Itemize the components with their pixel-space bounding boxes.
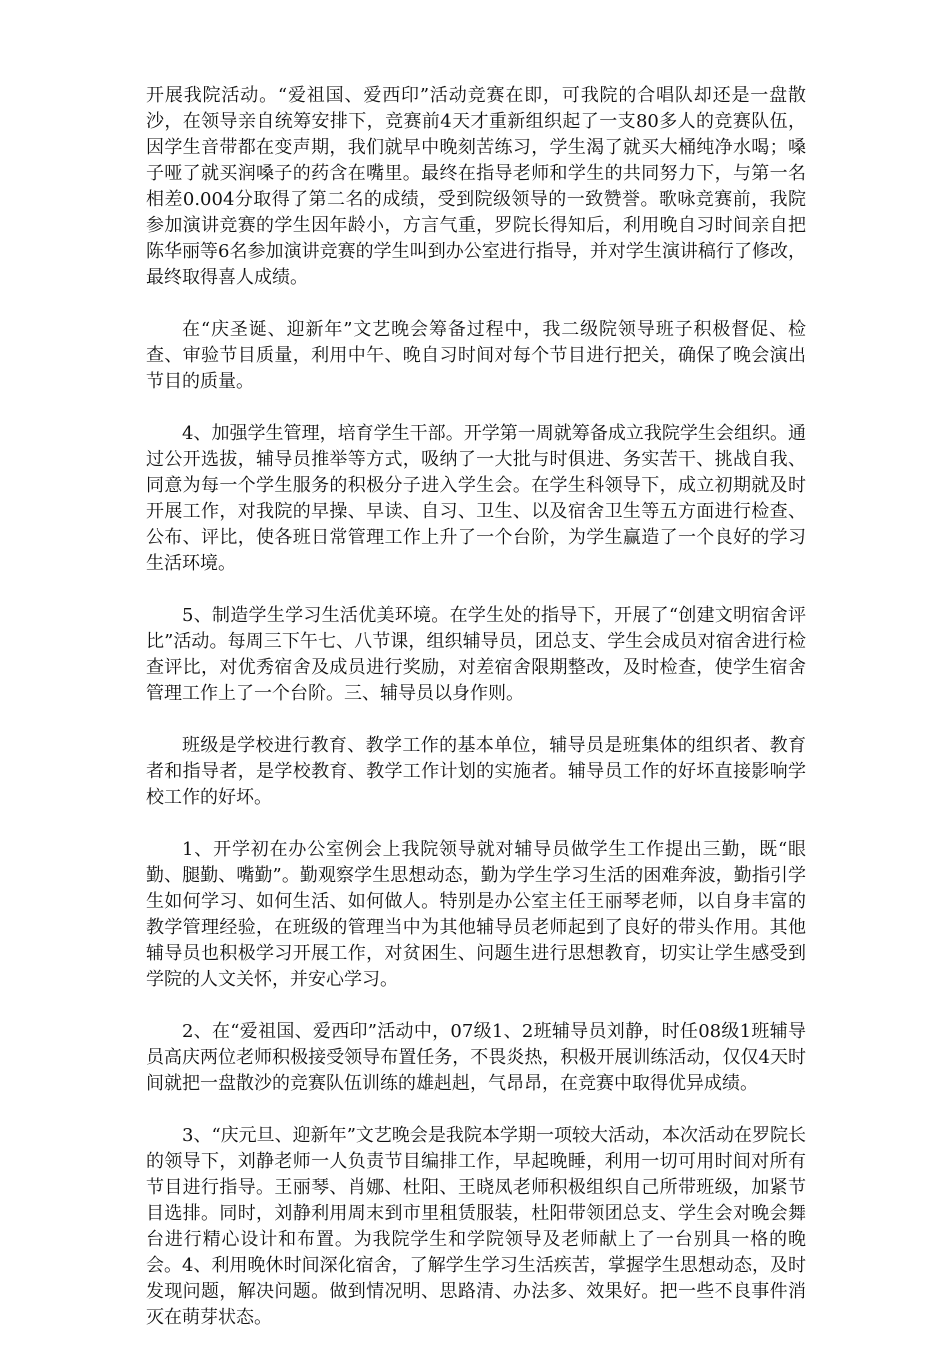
paragraph-7: 2、在“爱祖国、爱西印”活动中，07级1、2班辅导员刘静，时任08级1班辅导员高庆两位老师积极接受领导布置任务，不畏炎热，积极开展训练活动，仅仅4天时间就把一盘散沙的竞赛队伍训练的雄赳赳，气昂昂，在竞赛中取得优异成绩。 — [146, 1021, 806, 1094]
paragraph-2: 在“庆圣诞、迎新年”文艺晚会筹备过程中，我二级院领导班子积极督促、检查、审验节目质量，利用中午、晚自习时间对每个节目进行把关，确保了晚会演出节目的质量。 — [146, 319, 806, 392]
paragraph-5: 班级是学校进行教育、教学工作的基本单位，辅导员是班集体的组织者、教育者和指导者，是学校教育、教学工作计划的实施者。辅导员工作的好坏直接影响学校工作的好坏。 — [146, 735, 806, 808]
paragraph-3: 4、加强学生管理，培育学生干部。开学第一周就筹备成立我院学生会组织。通过公开选拔，辅导员推举等方式，吸纳了一大批与时俱进、务实苦干、挑战自我、同意为每一个学生服务的积极分子进入学生会。在学生科领导下，成立初期就及时开展工作，对我院的早操、早读、自习、卫生、以及宿舍卫生等五方面进行检查、公布、评比，使各班日常管理工作上升了一个台阶，为学生赢造了一个良好的学习生活环境。 — [146, 423, 806, 574]
paragraph-1: 开展我院活动。“爱祖国、爱西印”活动竞赛在即，可我院的合唱队却还是一盘散沙，在领导亲自统筹安排下，竞赛前4天才重新组织起了一支80多人的竞赛队伍，因学生音带都在变声期，我们就早中晚刻苦练习，学生渴了就买大桶纯净水喝；嗓子哑了就买润嗓子的药含在嘴里。最终在指导老师和学生的共同努力下，与第一名相差0.004分取得了第二名的成绩，受到院级领导的一致赞誉。歌咏竞赛前，我院参加演讲竞赛的学生因年龄小，方言气重，罗院长得知后，利用晚自习时间亲自把陈华丽等6名参加演讲竞赛的学生叫到办公室进行指导，并对学生演讲稿行了修改，最终取得喜人成绩。 — [146, 85, 806, 288]
document-body — [146, 83, 806, 1357]
paragraph-6: 1、开学初在办公室例会上我院领导就对辅导员做学生工作提出三勤，既“眼勤、腿勤、嘴勤”。勤观察学生思想动态，勤为学生学习生活的困难奔波，勤指引学生如何学习、如何生活、如何做人。特别是办公室主任王丽琴老师，以自身丰富的教学管理经验，在班级的管理当中为其他辅导员老师起到了良好的带头作用。其他辅导员也积极学习开展工作，对贫困生、问题生进行思想教育，切实让学生感受到学院的人文关怀，并安心学习。 — [146, 839, 806, 990]
paragraph-4: 5、制造学生学习生活优美环境。在学生处的指导下，开展了“创建文明宿舍评比”活动。每周三下午七、八节课，组织辅导员，团总支、学生会成员对宿舍进行检查评比，对优秀宿舍及成员进行奖励，对差宿舍限期整改，及时检查，使学生宿舍管理工作上了一个台阶。三、辅导员以身作则。 — [146, 605, 806, 704]
paragraph-8: 3、“庆元旦、迎新年”文艺晚会是我院本学期一项较大活动，本次活动在罗院长的领导下，刘静老师一人负责节目编排工作，早起晚睡，利用一切可用时间对所有节目进行指导。王丽琴、肖娜、杜阳、王晓凤老师积极组织自己所带班级，加紧节目选排。同时，刘静利用周末到市里租赁服装，杜阳带领团总支、学生会对晚会舞台进行精心设计和布置。为我院学生和学院领导及老师献上了一台别具一格的晚会。4、利用晚休时间深化宿舍，了解学生学习生活疾苦，掌握学生思想动态，及时发现问题，解决问题。做到情况明、思路清、办法多、效果好。把一些不良事件消灭在萌芽状态。 — [146, 1125, 806, 1328]
